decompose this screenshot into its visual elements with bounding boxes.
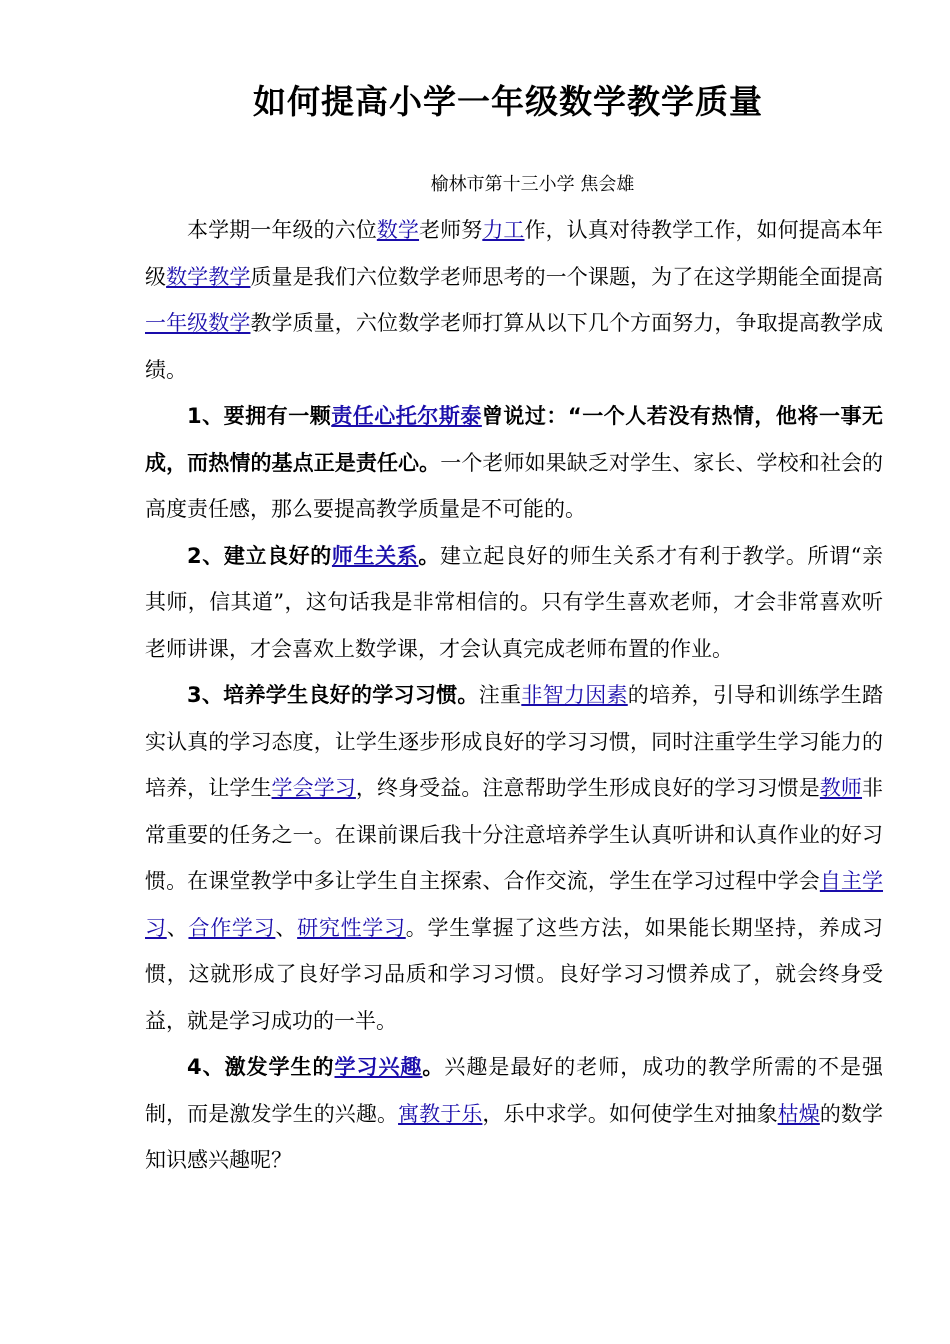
heading-run: 。 <box>422 1055 445 1079</box>
document-title: 如何提高小学一年级数学教学质量 <box>253 82 763 121</box>
author-line: 榆林市第十三小学 焦会雄 <box>430 174 635 195</box>
link-shuxue-jiaoxue[interactable]: 数学教学 <box>166 264 251 289</box>
text-run: 作，认真对待教学工作，如何提高本年级 <box>145 218 883 289</box>
heading-run: 2、建立良好的 <box>187 543 332 568</box>
heading-run: 。 <box>418 543 441 568</box>
text-run: 、 <box>275 915 298 940</box>
link-xuexi-xingqu[interactable]: 学习兴趣 <box>334 1055 423 1079</box>
text-run: 。学生掌握了这些方法，如果能长期坚持，养成习惯，这就形成了良好学习品质和学习习惯。良好学习习惯养成了，就会终身受益，就是学习成功的一半。 <box>145 915 884 1033</box>
text-run: ，乐中求学。如何使学生对抽象 <box>482 1101 778 1126</box>
text-run: 本学期一年级的六位 <box>187 218 377 242</box>
link-yujiao-yule[interactable]: 寓教于乐 <box>398 1101 483 1126</box>
paragraph-1-responsibility <box>145 393 883 533</box>
link-feizhili-yinsu[interactable]: 非智力因素 <box>521 683 628 707</box>
link-hezuo-xuexi[interactable]: 合作学习 <box>188 915 276 940</box>
text-run: 的培养，引导和训练学生踏实认真的学习态度，让学生逐步形成良好的学习习惯，同时注重学生学习能力的培养，让学生 <box>145 683 884 800</box>
link-jiaoshi[interactable]: 教师 <box>819 776 863 800</box>
paragraph-2-relationship <box>145 533 883 673</box>
text-run: 一个老师如果缺乏对学生、家长、学校和社会的高度责任感，那么要提高教学质量是不可能的。 <box>145 450 883 521</box>
link-zerenxin-tolstoy[interactable]: 责任心托尔斯泰 <box>331 404 482 428</box>
heading-run: 1、要拥有一颗 <box>187 404 332 428</box>
paragraph-4-interest <box>145 1044 883 1184</box>
link-kuzao[interactable]: 枯燥 <box>777 1101 820 1126</box>
text-run: ，终身受益。注意帮助学生形成良好的学习习惯是 <box>355 776 820 800</box>
text-run: 教学质量，六位数学老师打算从以下几个方面努力，争取提高教学成绩。 <box>145 311 884 382</box>
link-shisheng-guanxi[interactable]: 师生关系 <box>331 543 419 568</box>
link-xuehui-xuexi[interactable]: 学会学习 <box>271 776 356 800</box>
link-yinianji-shuxue[interactable]: 一年级数学 <box>145 311 251 335</box>
link-ligong[interactable]: 力工 <box>482 218 525 242</box>
heading-run: 3、培养学生良好的学习习惯。 <box>187 683 479 707</box>
text-run: 注重 <box>478 683 522 707</box>
text-run: 兴趣是最好的老师，成功的教学所需的不是强制，而是激发学生的兴趣。 <box>145 1055 884 1126</box>
text-run: 建立起良好的师生关系才有利于教学。所谓“亲其师，信其道”，这句话我是非常相信的。只有学生喜欢老师，才会非常喜欢听老师讲课，才会喜欢上数学课，才会认真完成老师布置的作业。 <box>145 543 884 661</box>
text-run: 非常重要的任务之一。在课前课后我十分注意培养学生认真听讲和认真作业的好习惯。在课堂教学中多让学生自主探索、合作交流，学生在学习过程中学会 <box>145 776 884 893</box>
text-run: 老师努 <box>419 218 483 242</box>
link-shuxue[interactable]: 数学 <box>376 218 420 242</box>
text-run: 质量是我们六位数学老师思考的一个课题，为了在这学期能全面提高 <box>250 264 884 289</box>
text-run: 、 <box>166 915 189 940</box>
text-run: 的数学知识感兴趣呢？ <box>145 1101 884 1172</box>
paragraph-3-habits <box>145 672 883 1044</box>
heading-run: 曾说过：“一个人若没有热情，他将一事无成，而热情的基点正是责任心。 <box>145 404 883 475</box>
heading-run: 4、激发学生的 <box>187 1055 335 1079</box>
paragraph-intro <box>145 207 883 393</box>
document-body <box>145 207 883 1184</box>
link-yanjiuxing-xuexi[interactable]: 研究性学习 <box>297 915 406 940</box>
link-zizhu-xuexi[interactable]: 自主学习 <box>145 869 884 940</box>
